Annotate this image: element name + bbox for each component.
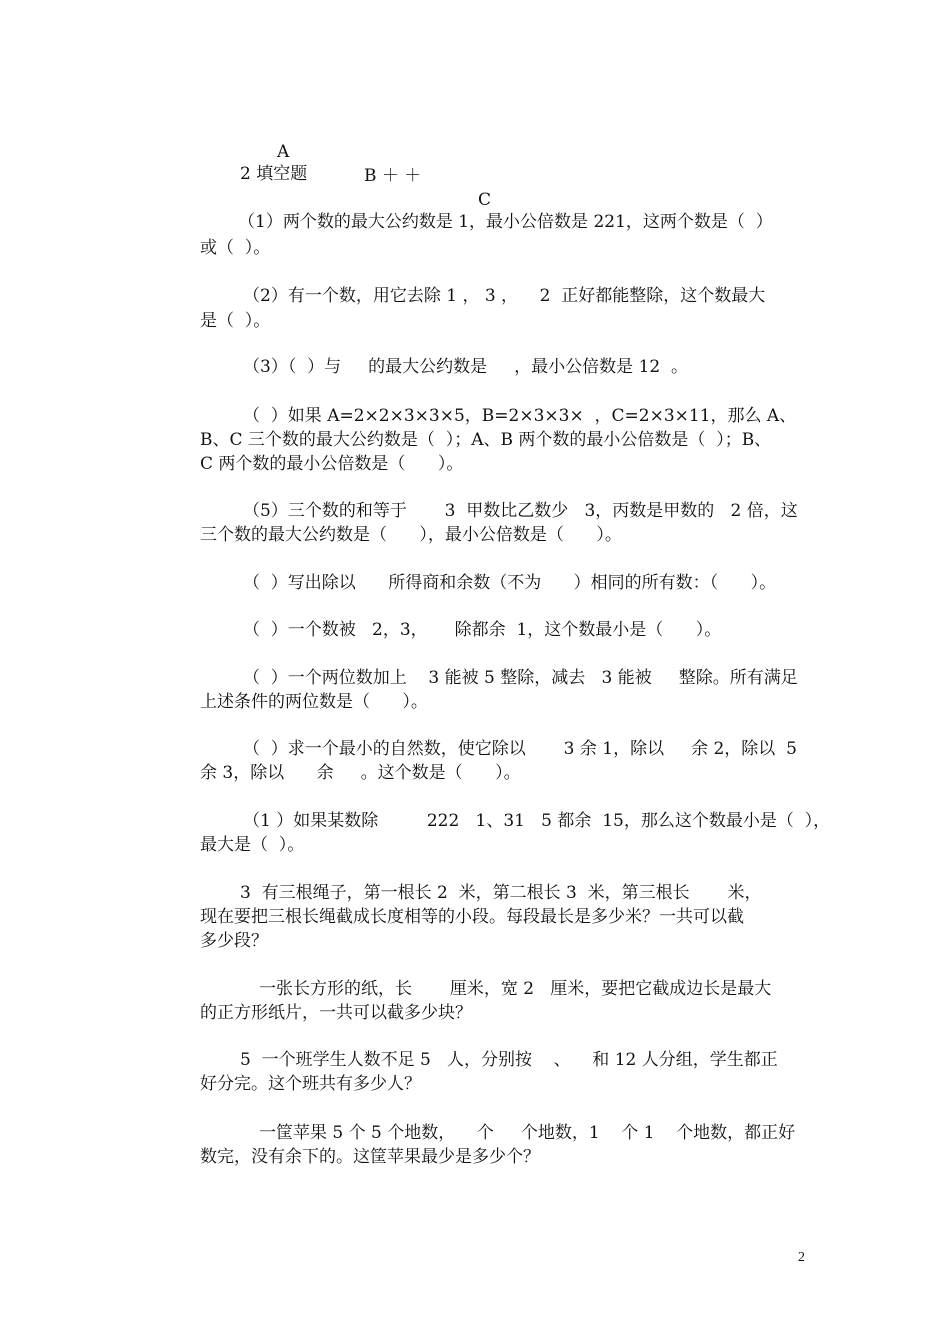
page-number: 2	[798, 1250, 805, 1265]
question-2-line-2: 是（ ）。	[200, 311, 271, 331]
problem-3-line-2: 现在要把三根长绳截成长度相等的小段。每段最长是多少米？一共可以截	[200, 907, 744, 927]
header-b: B ＋ ＋	[364, 166, 422, 186]
question-5-line-2: 三个数的最大公约数是（ ），最小公倍数是（ ）。	[200, 525, 622, 545]
problem-4-line-1: 一张长方形的纸，长 厘米，宽 2 厘米，要把它截成边长是最大	[259, 979, 772, 999]
question-5-line-1: （5）三个数的和等于 3 甲数比乙数少 3，丙数是甲数的 2 倍，这	[243, 501, 798, 521]
question-9-line-1: （ ）求一个最小的自然数，使它除以 3 余 1，除以 余 2，除以 5	[243, 739, 797, 759]
question-2-line-1: （2）有一个数，用它去除 1 ， 3 ， 2 正好都能整除，这个数最大	[243, 286, 766, 306]
header-a: A	[277, 142, 290, 162]
section-title: 2 填空题	[240, 164, 308, 184]
question-9-line-2: 余 3，除以 余 。这个数是（ ）。	[200, 763, 521, 783]
question-4-line-3: C 两个数的最小公倍数是（ ）。	[200, 454, 464, 474]
question-6-line-1: （ ）写出除以 所得商和余数（不为 ）相同的所有数：（ ）。	[243, 573, 777, 593]
question-8-line-1: （ ）一个两位数加上 3 能被 5 整除，减去 3 能被 整除。所有满足	[243, 668, 798, 688]
question-7-line-1: （ ）一个数被 2，3， 除都余 1，这个数最小是（ ）。	[243, 620, 722, 640]
question-10-line-1: （1 ）如果某数除 222 1、31 5 都余 15，那么这个数最小是（ ），	[243, 811, 831, 831]
question-1-line-1: （1）两个数的最大公约数是 1，最小公倍数是 221，这两个数是（ ）	[238, 212, 773, 232]
header-row	[0, 116, 950, 212]
question-4-line-2: B、C 三个数的最大公约数是（ ）；A、B 两个数的最小公倍数是（ ）；B、	[200, 430, 772, 450]
problem-3-line-1: 3 有三根绳子，第一根长 2 米，第二根长 3 米，第三根长 米，	[240, 883, 762, 903]
question-4-line-1: （ ）如果 A=2×2×3×3×5，B=2×3×3× ，C=2×3×11，那么 A、	[243, 406, 797, 426]
question-8-line-2: 上述条件的两位数是（ ）。	[200, 692, 428, 712]
question-10-line-2: 最大是（ ）。	[200, 835, 305, 855]
question-1-line-2: 或（ ）。	[200, 238, 271, 258]
question-3-line-1: （3）（ ）与 的最大公约数是 ，最小公倍数是 12 。	[243, 357, 689, 377]
problem-4-line-2: 的正方形纸片，一共可以截多少块？	[200, 1003, 472, 1023]
problem-6-line-2: 数完，没有余下的。这筐苹果最少是多少个？	[200, 1147, 540, 1167]
problem-6-line-1: 一筐苹果 5 个 5 个地数， 个 个地数，1 个 1 个地数，都正好	[259, 1123, 796, 1143]
problem-3-line-3: 多少段？	[200, 931, 268, 951]
problem-5-line-1: 5 一个班学生人数不足 5 人，分别按 、 和 12 人分组，学生都正	[240, 1050, 778, 1070]
problem-5-line-2: 好分完。这个班共有多少人？	[200, 1074, 421, 1094]
header-c: C	[478, 190, 492, 210]
